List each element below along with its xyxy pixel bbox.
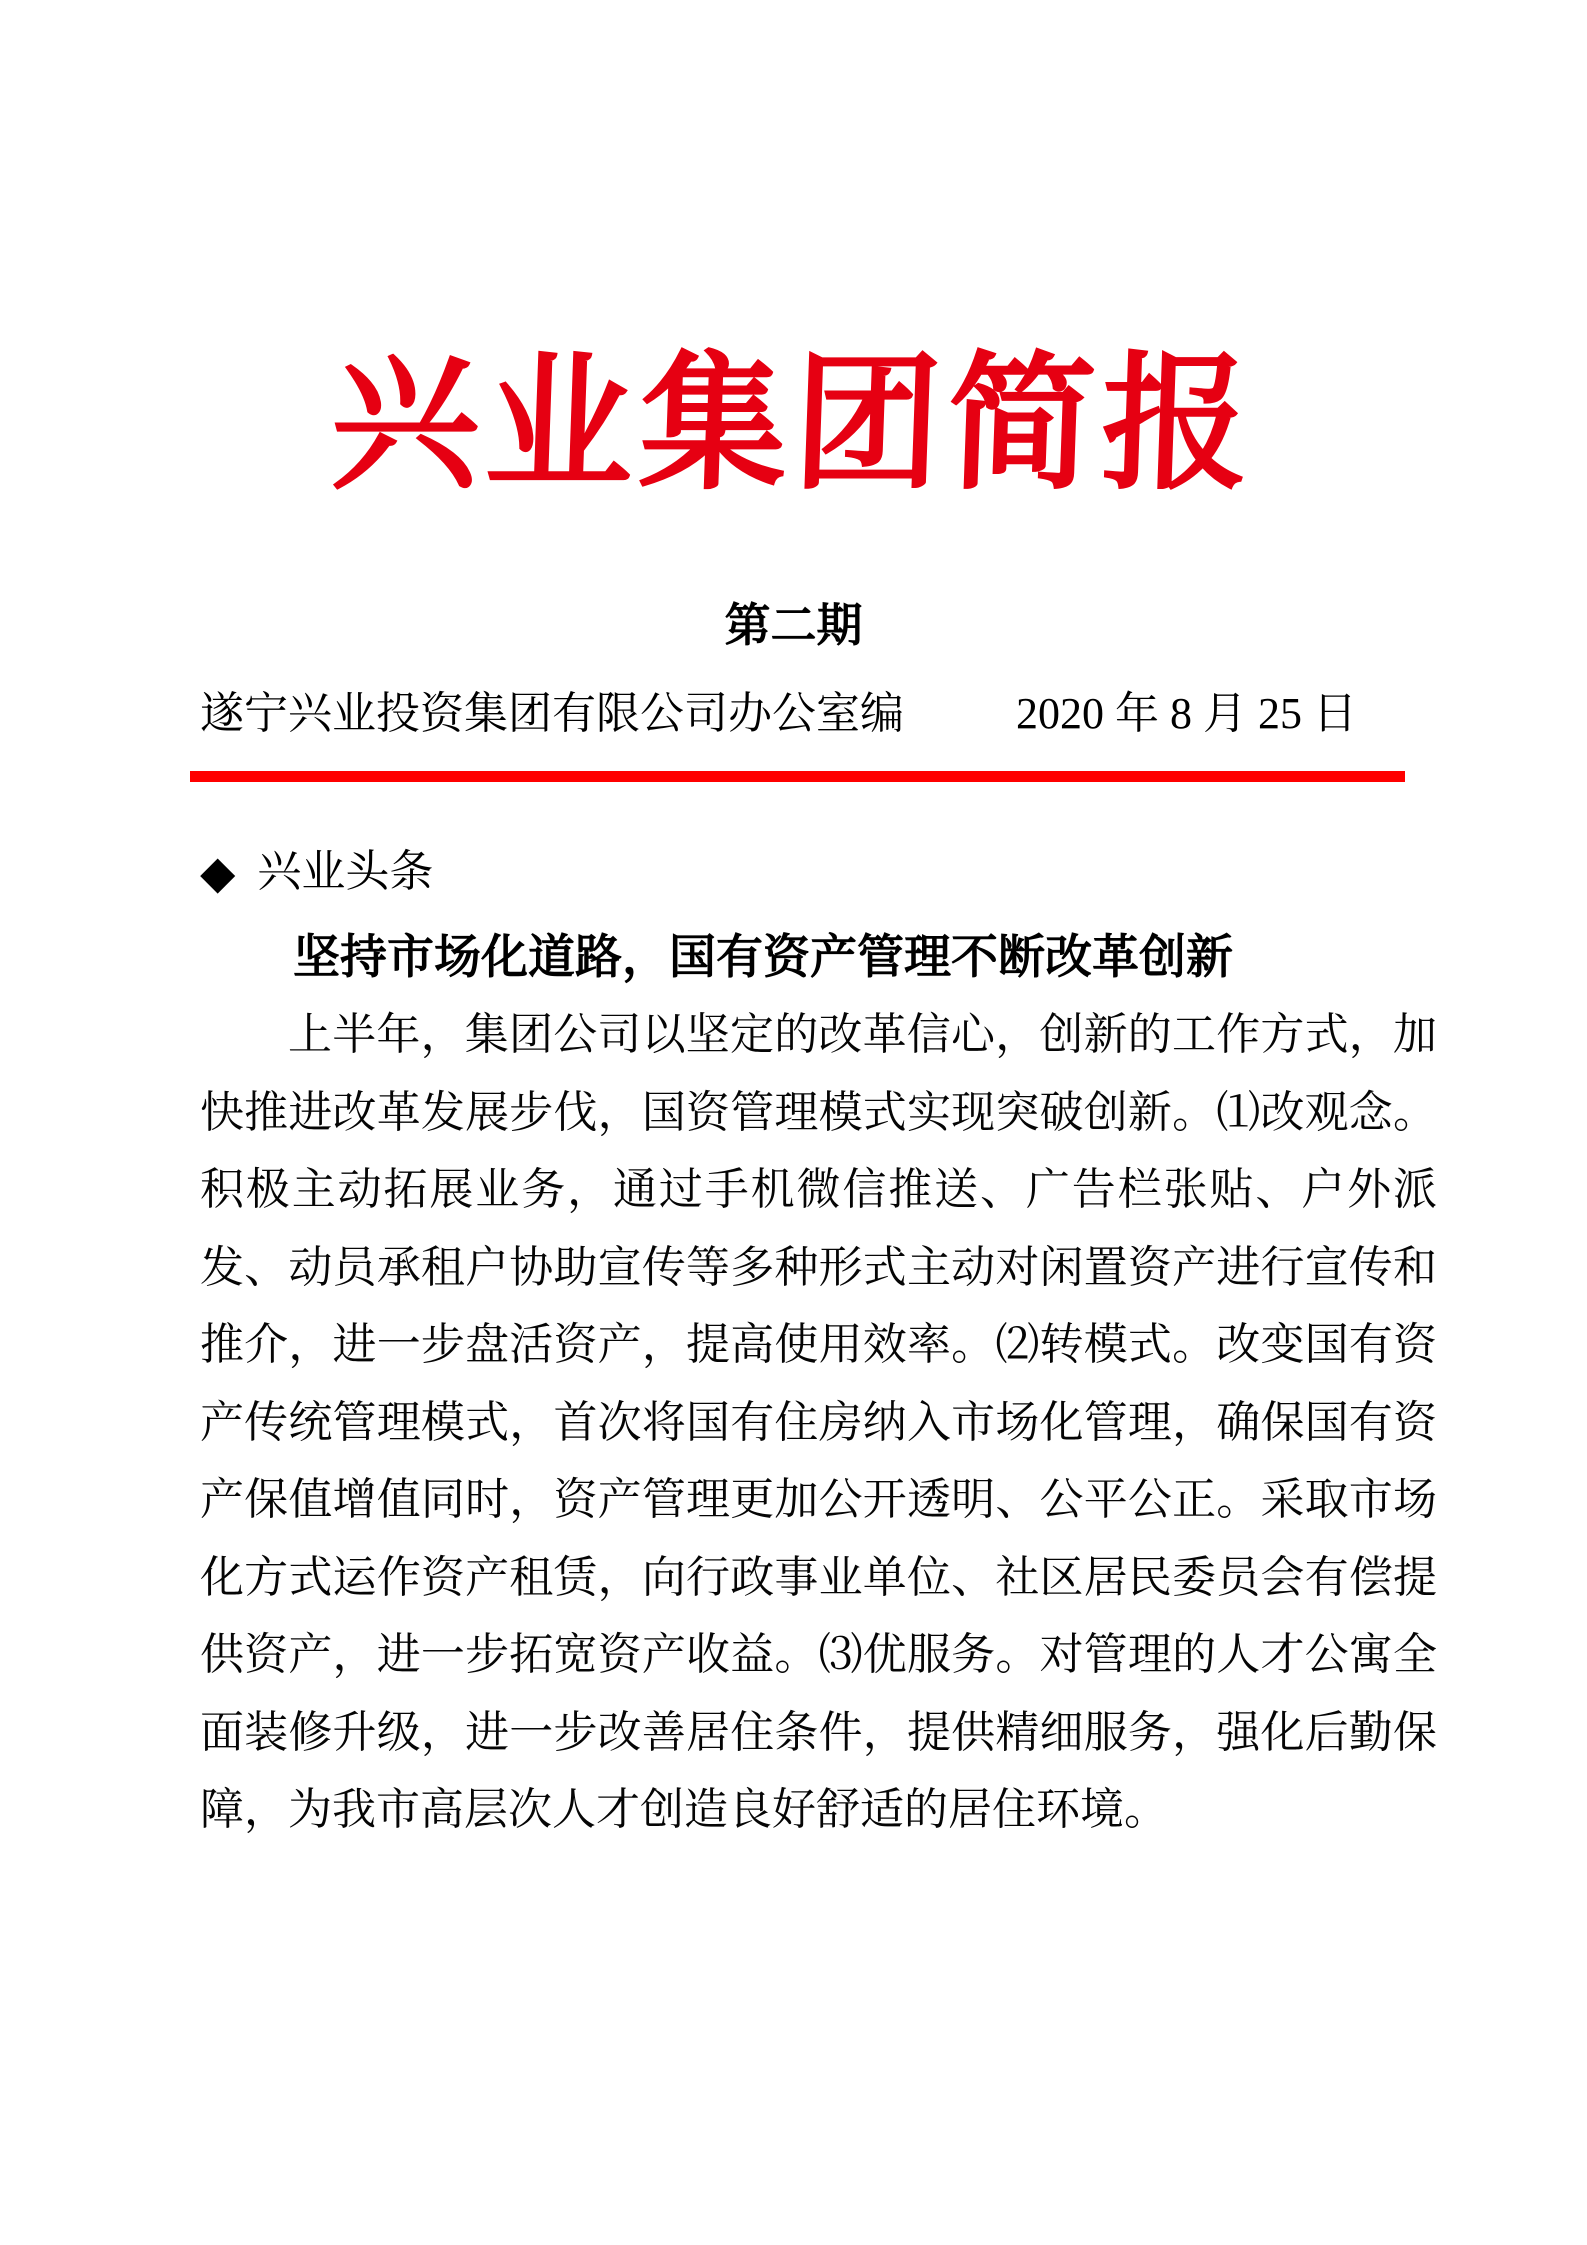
diamond-icon: ◆: [200, 846, 236, 899]
publication-date: 2020 年 8 月 25 日: [1016, 689, 1357, 738]
editor-line: 遂宁兴业投资集团有限公司办公室编: [200, 689, 904, 738]
section-title: 兴业头条: [257, 847, 434, 896]
article-body: [200, 996, 1437, 1849]
section-header: [200, 846, 433, 899]
masthead-title: 兴业集团简报: [328, 336, 1259, 510]
red-divider-rule: [190, 771, 1405, 782]
article-headline: 坚持市场化道路，国有资产管理不断改革创新: [293, 932, 1233, 984]
issue-number: 第二期: [724, 599, 863, 651]
meta-row: [0, 688, 1587, 741]
article-paragraph: 上半年，集团公司以坚定的改革信心，创新的工作方式，加快推进改革发展步伐，国资管理模式实现突破创新。⑴改观念。积极主动拓展业务，通过手机微信推送、广告栏张贴、户外派发、动员承租户协助宣传等多种形式主动对闲置资产进行宣传和推介，进一步盘活资产，提高使用效率。⑵转模式。改变国有资产传统管理模式，首次将国有住房纳入市场化管理，确保国有资产保值增值同时，资产管理更加公开透明、公平公正。采取市场化方式运作资产租赁，向行政事业单位、社区居民委员会有偿提供资产，进一步拓宽资产收益。⑶优服务。对管理的人才公寓全面装修升级，进一步改善居住条件，提供精细服务，强化后勤保障，为我市高层次人才创造良好舒适的居住环境。: [200, 1010, 1437, 1834]
